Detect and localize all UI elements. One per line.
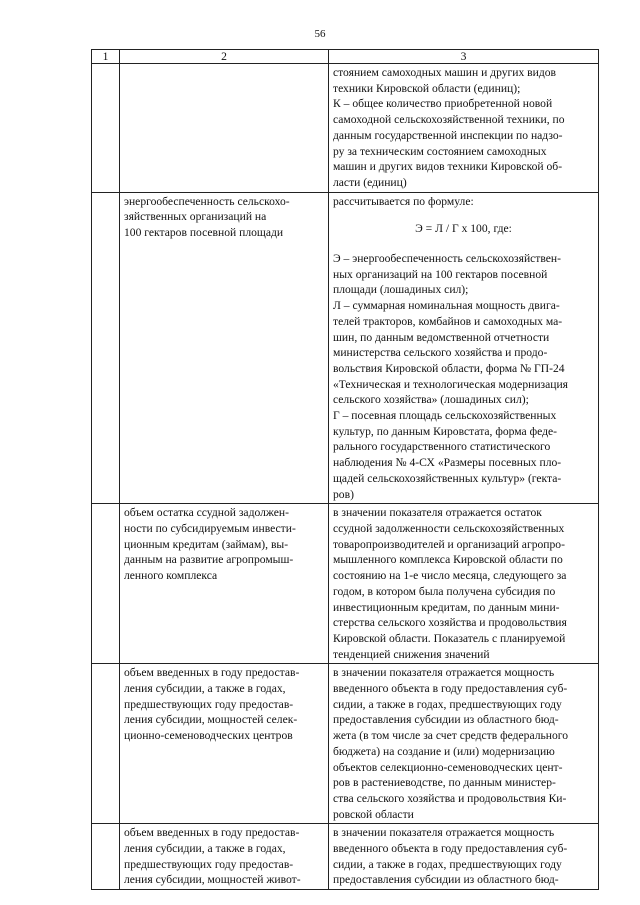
header-col-1: 1 (92, 50, 120, 64)
header-col-3: 3 (329, 50, 599, 64)
indicator-description-cell (329, 192, 599, 504)
indicator-table (91, 49, 599, 890)
indicator-name-cell: объем остатка ссудной задолжен- ности по субсидируемым инвести- ционным кредитам (займам), вы- данным на развитие агропромыш- ленного комплекса (120, 504, 329, 664)
indicator-name-cell (120, 64, 329, 193)
indicator-description-cell: в значении показателя отражается мощность введенного объекта в году предоставления суб- сидии, а также в годах, предшествующих году предоставления субсидии из областного бюд- жета (в том числе за счет средств федерального бюджета) на создание и (или) модернизацию объектов селекционно-семеноводческих цент- ров в растениеводстве, по данным министер- ства сельского хозяйства и продовольствия Ки- ровской области (329, 664, 599, 824)
indicator-description-cell: в значении показателя отражается мощность введенного объекта в году предоставления суб- сидии, а также в годах, предшествующих году предоставления субсидии из областного бюд- (329, 824, 599, 890)
page-number: 56 (314, 28, 326, 40)
indicator-name-cell: объем введенных в году предостав- ления субсидии, а также в годах, предшествующих году предостав- ления субсидии, мощностей селек- ционно-семеноводческих центров (120, 664, 329, 824)
row-number-cell (92, 504, 120, 664)
table-row (92, 504, 599, 664)
indicator-name-cell: объем введенных в году предостав- ления субсидии, а также в годах, предшествующих году предостав- ления субсидии, мощностей живот- (120, 824, 329, 890)
row-number-cell (92, 192, 120, 504)
indicator-name-cell: энергообеспеченность сельскохо- зяйственных организаций на 100 гектаров посевной площади (120, 192, 329, 504)
table-row (92, 64, 599, 193)
row-number-cell (92, 664, 120, 824)
row-number-cell (92, 64, 120, 193)
header-col-2: 2 (120, 50, 329, 64)
table-row (92, 824, 599, 890)
formula-intro: рассчитывается по формуле: (333, 194, 474, 208)
row-number-cell (92, 824, 120, 890)
formula: Э = Л / Г х 100, где: (415, 222, 512, 236)
table-header-row (92, 50, 599, 64)
table-row (92, 192, 599, 504)
indicator-description-cell: в значении показателя отражается остаток ссудной задолженности сельскохозяйственных товаропроизводителей и организаций агропро- мышленного комплекса Кировской области по состоянию на 1-е число месяца, следующего за годом, в котором была получена субсидия по инвестиционным кредитам, по данным мини- стерства сельского хозяйства и продовольствия Кировской области. Показатель с планируемой тенденцией снижения значений (329, 504, 599, 664)
indicator-description-cell: стоянием самоходных машин и других видов техники Кировской области (единиц); К – общее количество приобретенной новой самоходной сельскохозяйственной техники, по данным государственной инспекции по надзо- ру за техническим состоянием самоходных машин и других видов техники Кировской об- ласти (единиц) (329, 64, 599, 193)
table-row (92, 664, 599, 824)
formula-explanation: Э – энергообеспеченность сельскохозяйствен- ных организаций на 100 гектаров посевной площади (лошадиных сил); Л – суммарная номинальная мощность двига- телей тракторов, комбайнов и самоходных ма- шин, по данным ведомственной отчетности министерства сельского хозяйства и продо- вольствия Кировской области, форма № ГП-24 «Техническая и технологическая модернизация сельского хозяйства» (лошадиных сил); Г – посевная площадь сельскохозяйственных культур, по данным Кировстата, форма феде- рального государственного статистического наблюдения № 4-СХ «Размеры посевных пло- щадей сельскохозяйственных культур» (гекта- ров) (333, 252, 568, 501)
